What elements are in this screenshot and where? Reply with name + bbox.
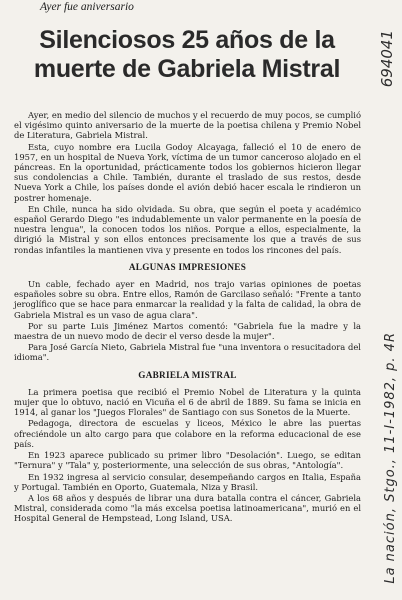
headline: Silenciosos 25 años de la muerte de Gabriela Mistral [33,26,341,83]
paragraph: Pedagoga, directora de escuelas y liceos, México le abre las puertas ofreciéndole un alto cargo para que colabore en la reforma educacional de ese país. [14,418,361,449]
paragraph: En 1932 ingresa al servicio consular, desempeñando cargos en Italia, España y Portugal. También en Oporto, Guatemala, Niza y Brasil. [14,471,361,492]
paragraph: Un cable, fechado ayer en Madrid, nos trajo varias opiniones de poetas españoles sobre su obra. Entre ellos, Ramón de Garcilaso señaló: "Frente a tanto jeroglífico que se hace para enmarcar la realidad y la falta de calidad, la obra de Gabriela Mistral es un vaso de agua clara". [14,279,361,320]
paragraph: Por su parte Luis Jiménez Martos comentó: "Gabriela fue la madre y la maestra de un nuevo modo de decir el verso desde la mujer". [14,320,361,342]
paragraph: La primera poetisa que recibió el Premio Nobel de Literatura y la quinta mujer que lo obtuvo, nació en Vicuña el 6 de abril de 1889. Su fama se inicia en 1914, al ganar los "Juegos Florales" de Santiago con sus Sonetos de la Muerte. [14,386,361,418]
handwritten-source-note: La nación, Stgo., 11-I-1982, p. 4R [383,332,398,584]
paragraph: En Chile, nunca ha sido olvidada. Su obra, que según el poeta y académico español Gerardo Diego "es indudablemente un valor permanente en la poesía de nuestra lengua", la conocen todos los niños. Porque a ellos, especialmente, la dirigió la Mistral y son ellos entonces precisamente los que a través de sus rondas infantiles la mantienen viva y presente en todos los rincones del país. [14,203,361,255]
paragraph: Para José García Nieto, Gabriela Mistral fue "una inventora o resucitadora del idioma". [14,342,361,363]
article-body [14,110,361,525]
paragraph: En 1923 aparece publicado su primer libro "Desolación". Luego, se editan "Ternura" y "Tala" y, posteriormente, una selección de sus obras, "Antología". [14,450,361,471]
section-heading: ALGUNAS IMPRESIONES [128,261,247,272]
section-heading: GABRIELA MISTRAL [138,369,237,380]
paragraph: Esta, cuyo nombre era Lucila Godoy Alcayaga, falleció el 10 de enero de 1957, en un hospital de Nueva York, víctima de un tumor canceroso alojado en el páncreas. En la oportunidad, prácticamente todos los gobiernos hicieron llegar sus condolencias a Chile. También, durante el traslado de sus restos, desde Nueva York a Chile, los países donde el avión debió hacer escala le rindieron un postrer homenaje. [14,141,361,203]
paragraph: A los 68 años y después de librar una dura batalla contra el cáncer, Gabriela Mistral, considerada como "la más excelsa poetisa latinoamericana", murió en el Hospital General de Hempstead, Long Island, USA. [14,492,361,524]
archive-code: 694041 [378,30,396,88]
kicker: Ayer fue aniversario [40,1,134,13]
paragraph: Ayer, en medio del silencio de muchos y el recuerdo de muy pocos, se cumplió el vigésimo quinto aniversario de la muerte de la poetisa chilena y Premio Nobel de Literatura, Gabriela Mistral. [14,110,361,141]
